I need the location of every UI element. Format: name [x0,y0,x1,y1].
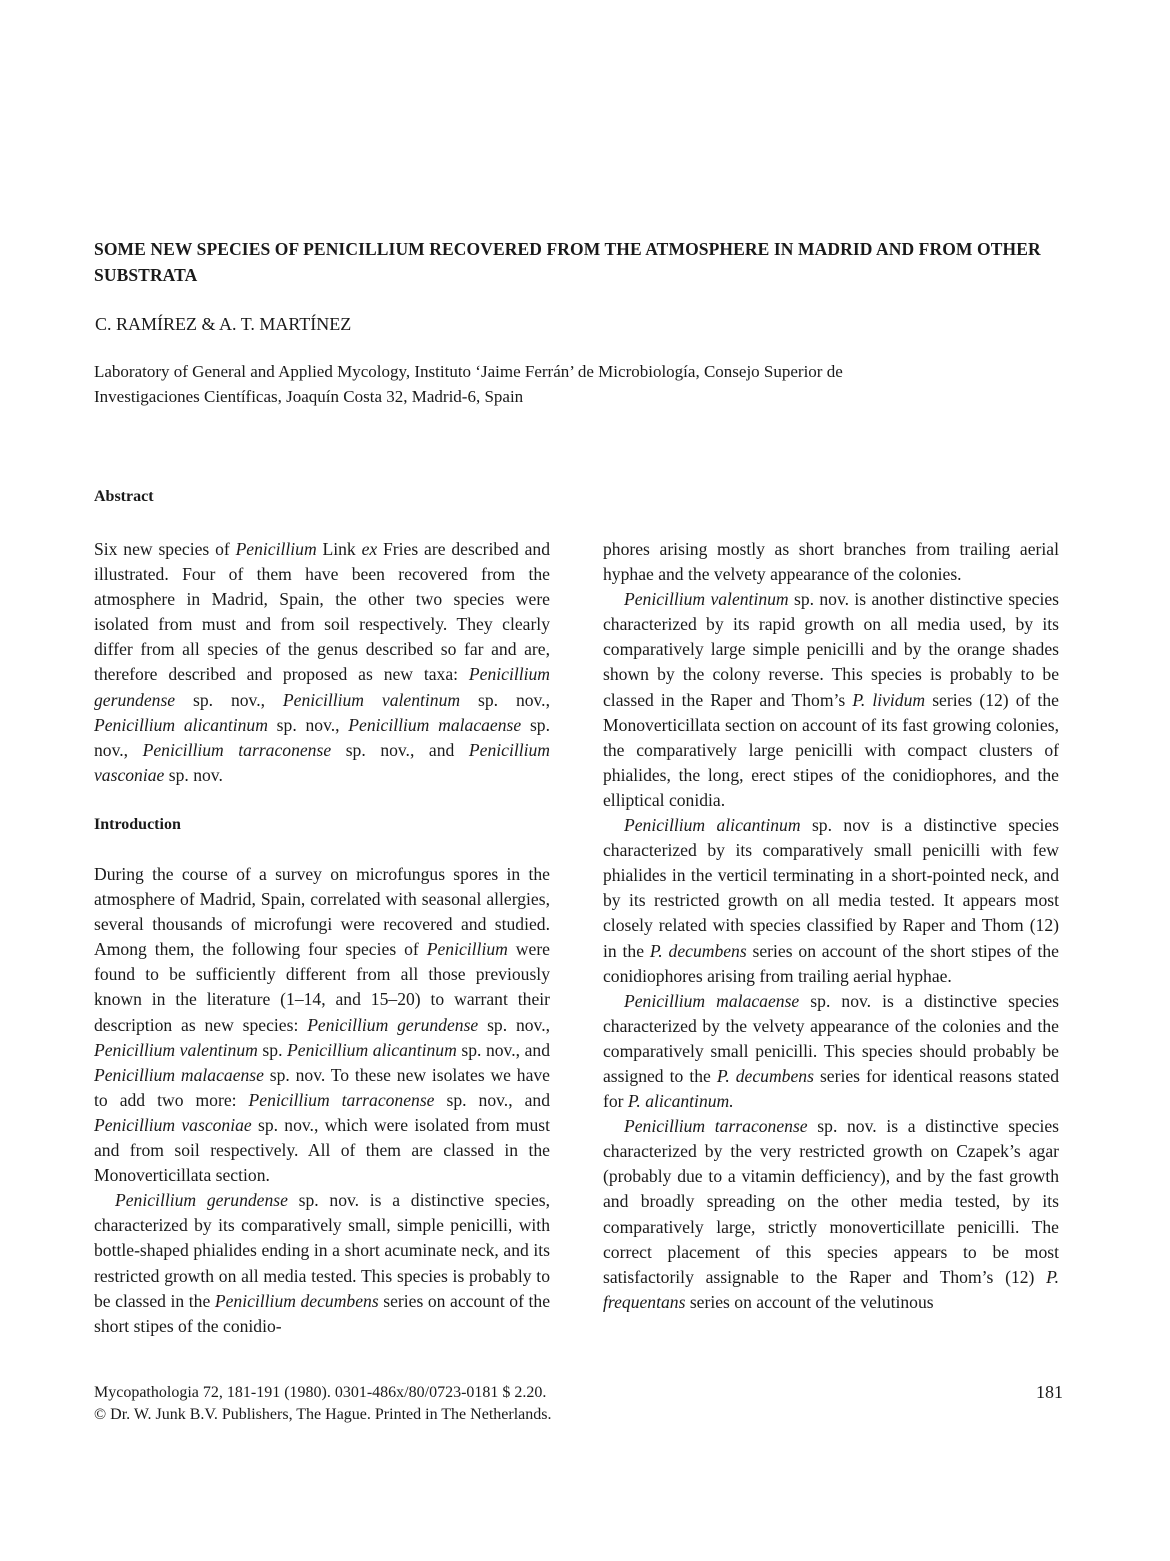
intro-paragraph: Penicillium tarraconense sp. nov. is a distinctive species characterized by the very restricted growth on Czapek’s agar (probably due to a vitamin defficiency), and by the fast growth and broadly spreading on the other media tested, by its comparatively large, strictly monoverticillate penicilli. The correct placement of this species appears to be most satisfactorily assignable to the Raper and Thom’s (12) P. frequentans series on account of the velutinous [603,1116,1059,1312]
page-number: 181 [1036,1382,1063,1402]
introduction-heading: Introduction [94,816,181,833]
author-list: C. RAMÍREZ & A. T. MARTÍNEZ [95,314,352,334]
affiliation [94,359,1094,409]
intro-paragraph: Penicillium valentinum sp. nov. is another distinctive species characterized by its rapid growth on all media used, by its comparatively large simple penicilli and by the orange shades shown by the colony reverse. This species is probably to be classed in the Raper and Thom’s P. lividum series (12) of the Monoverticillata section on account of its fast growing colonies, the comparatively large penicilli with compact clusters of phialides, the long, erect stipes of the conidiophores, and the elliptical conidia. [603,589,1060,810]
continued-text: series on account of the short stipes of the conidio- [94,1290,551,1336]
abstract-heading: Abstract [94,488,154,505]
intro-paragraph: During the course of a survey on microfungus spores in the atmosphere of Madrid, Spain, correlated with seasonal allergies, several thousands of microfungi were recovered and studied. Among them, the following four species of Penicillium were found to be sufficiently different from all those previously known in the literature (1–14, and 15–20) to warrant their description as new species: Penicillium gerundense sp. nov., Penicillium valentinum sp. Penicillium alicantinum sp. nov., and Penicillium malacaense sp. nov. To these new isolates we have to add two more: Penicillium tarraconense sp. nov., and Penicillium vasconiae sp. nov., which were isolated from must and from soil respectively. All of them are classed in the Monoverticillata section. [94,864,551,1186]
paper-title: SOME NEW SPECIES OF PENICILLIUM RECOVERED FROM THE ATMOSPHERE IN MADRID AND FROM OTHER SUBSTRATA [94,239,1041,285]
journal-citation: Mycopathologia 72, 181-191 (1980). 0301-486x/80/0723-0181 $ 2.20. [94,1384,547,1401]
intro-paragraph: Penicillium malacaense sp. nov. is a distinctive species characterized by the velvety appearance of the colonies and the comparatively small penicilli. This species should probably be assigned to the P. decumbens series for identical reasons stated for P. alicantinum. [603,990,1059,1112]
intro-paragraph-continued: phores arising mostly as short branches from trailing aerial hyphae and the velvety appearance of the colonies. [603,539,1059,585]
introduction-body-right [603,537,1059,1315]
affiliation-line: Laboratory of General and Applied Mycology, Instituto ‘Jaime Ferrán’ de Microbiología, Consejo Superior de [94,362,843,381]
introduction-body-left [94,862,550,1339]
abstract-paragraph: Six new species of Penicillium Link ex Fries are described and illustrated. Four of them have been recovered from the atmosphere in Madrid, Spain, the other two species were isolated from must and from soil respectively. They clearly differ from all species of the genus described so far and are, therefore described and proposed as new taxa: Penicillium gerundense sp. nov., Penicillium valentinum sp. nov., Penicillium alicantinum sp. nov., Penicillium malacaense sp. nov., Penicillium tarraconense sp. nov., and Penicillium vasconiae sp. nov. [94,539,550,785]
intro-paragraph: Penicillium gerundense sp. nov. is a distinctive species, characterized by its comparatively small, simple penicilli, with bottle-shaped phialides ending in a short acuminate neck, and its restricted growth on all media tested. This species is probably to be classed in the Penicillium decumbens series on account of the short stipes of the conidio- [94,1190,551,1336]
copyright-line: © Dr. W. Junk B.V. Publishers, The Hague. Printed in The Netherlands. [94,1406,552,1423]
abstract-body [94,537,550,788]
intro-paragraph: Penicillium alicantinum sp. nov is a distinctive species characterized by its comparatively small penicilli with few phialides in the verticil terminating in a short-pointed neck, and by its restricted growth on all media tested. It appears most closely related with species classified by Raper and Thom (12) in the P. decumbens series on account of the short stipes of the conidiophores arising from trailing aerial hyphae. [603,815,1060,986]
page-footer [94,1382,1074,1426]
affiliation-line: Investigaciones Científicas, Joaquín Costa 32, Madrid-6, Spain [94,387,524,406]
